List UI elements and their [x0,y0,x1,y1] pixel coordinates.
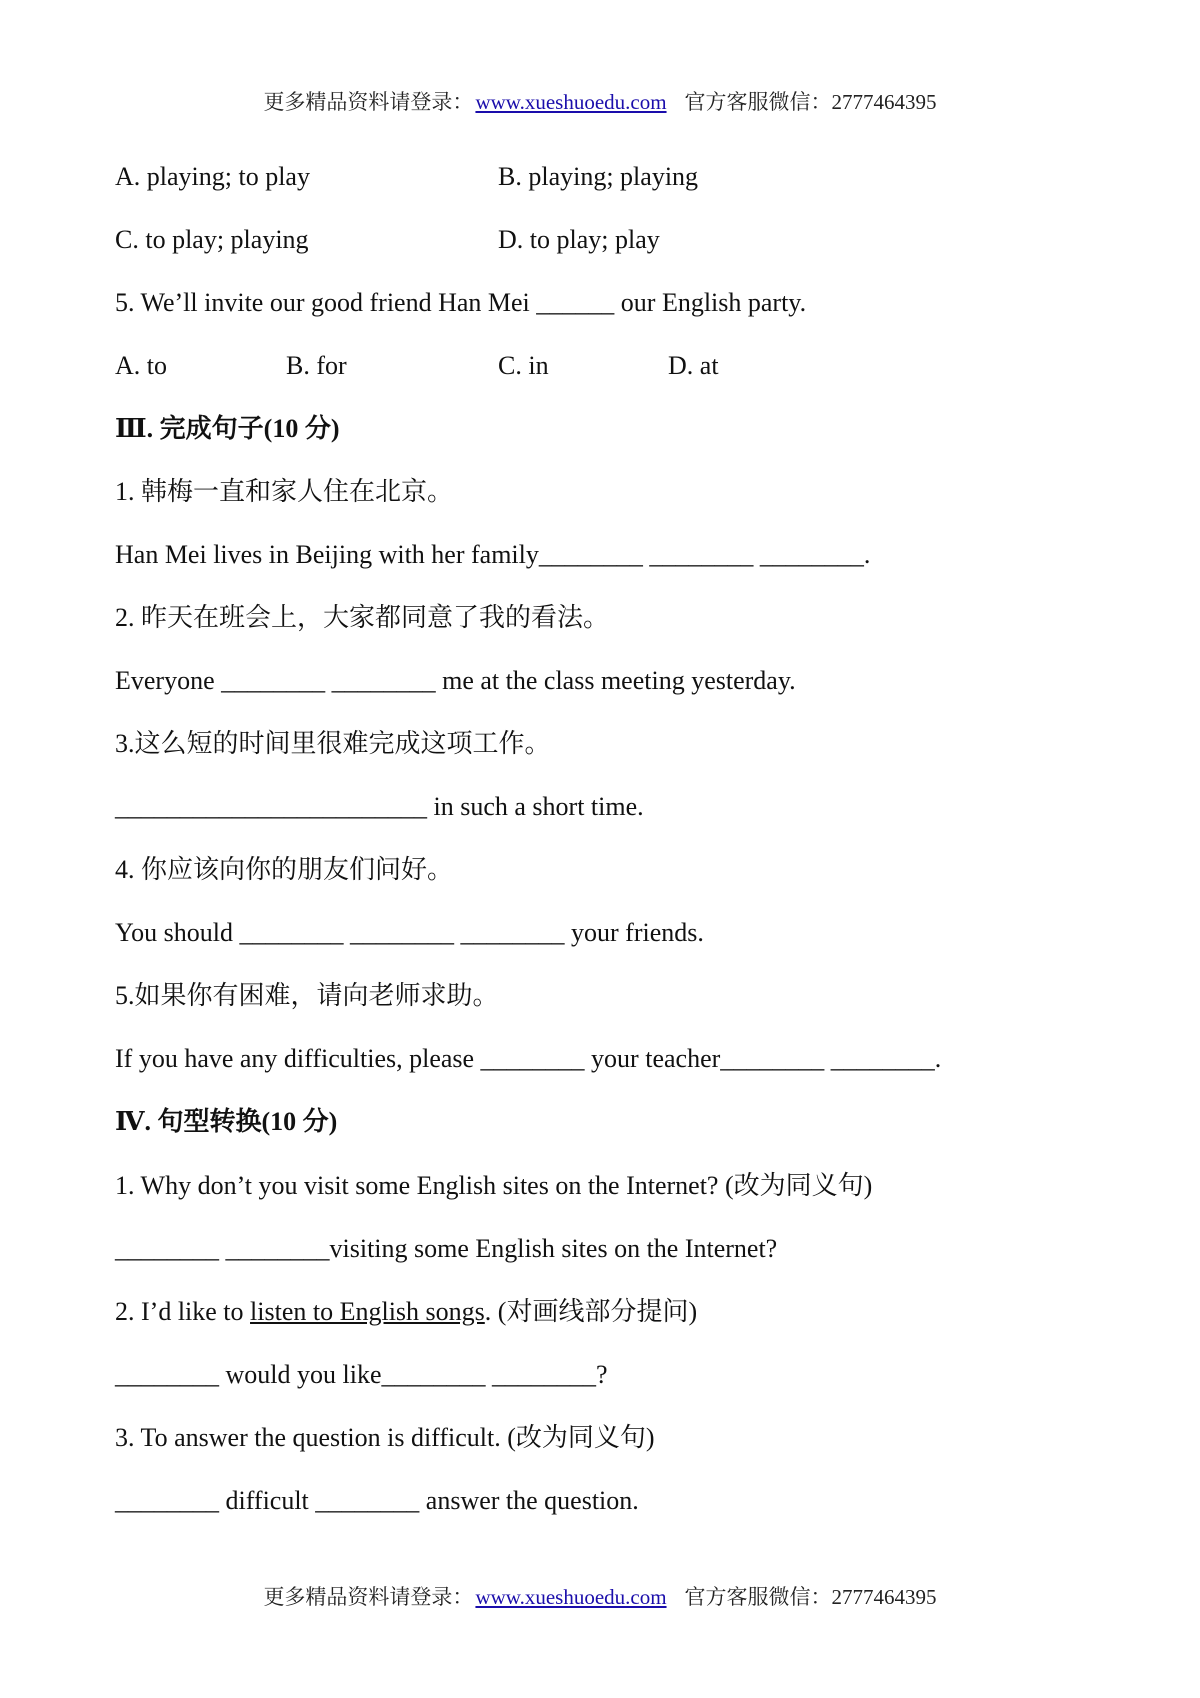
s4-q2-underlined: listen to English songs [250,1297,485,1326]
q5-option-d: D. at [668,351,719,380]
footer-prefix: 更多精品资料请登录： [263,1585,474,1609]
s3-item2-en: Everyone ________ ________ me at the class meeting yesterday. [115,666,796,695]
q4-option-b: B. playing; playing [498,162,699,191]
q4-option-c: C. to play; playing [115,225,309,254]
s4-a3: ________ difficult ________ answer the question. [115,1486,639,1515]
q5-text: 5. We’ll invite our good friend Han Mei ______ our English party. [115,288,807,317]
q4-option-d: D. to play; play [498,225,660,254]
page-header [0,86,1200,116]
footer-link[interactable]: www.xueshuoedu.com [475,1585,667,1609]
s4-q3: 3. To answer the question is difficult. (改为同义句) [115,1423,655,1452]
q5-option-b: B. for [286,351,347,380]
q5-option-a: A. to [115,351,167,380]
s4-q2-prefix: 2. I’d like to [115,1297,251,1326]
section3-title: Ⅲ. 完成句子(10 分) [115,414,340,443]
s3-item5-en: If you have any difficulties, please ________ your teacher________ ________. [115,1044,942,1073]
header-service: 官方客服微信：2777464395 [684,90,937,114]
s3-item2-cn: 2. 昨天在班会上，大家都同意了我的看法。 [115,603,610,632]
header-link[interactable]: www.xueshuoedu.com [475,90,667,114]
s3-item5-cn: 5.如果你有困难，请向老师求助。 [115,981,499,1010]
s3-item3-en: ________________________ in such a short time. [115,792,644,821]
page-footer [0,1581,1200,1611]
q4-option-a: A. playing; to play [115,162,310,191]
q5-option-c: C. in [498,351,549,380]
s3-item1-cn: 1. 韩梅一直和家人住在北京。 [115,477,454,506]
section4-title: Ⅳ. 句型转换(10 分) [115,1107,338,1136]
s4-a1: ________ ________visiting some English sites on the Internet? [115,1234,778,1263]
s4-q2-suffix: . (对画线部分提问) [484,1297,698,1326]
s4-a2: ________ would you like________ ________? [115,1360,608,1389]
s3-item3-cn: 3.这么短的时间里很难完成这项工作。 [115,729,551,758]
s3-item4-en: You should ________ ________ ________ your friends. [115,918,704,947]
s4-q2 [115,1297,697,1327]
footer-service: 官方客服微信：2777464395 [684,1585,937,1609]
header-prefix: 更多精品资料请登录： [263,90,474,114]
s3-item1-en: Han Mei lives in Beijing with her family________ ________ ________. [115,540,871,569]
s3-item4-cn: 4. 你应该向你的朋友们问好。 [115,855,454,884]
s4-q1: 1. Why don’t you visit some English sites on the Internet? (改为同义句) [115,1171,873,1200]
